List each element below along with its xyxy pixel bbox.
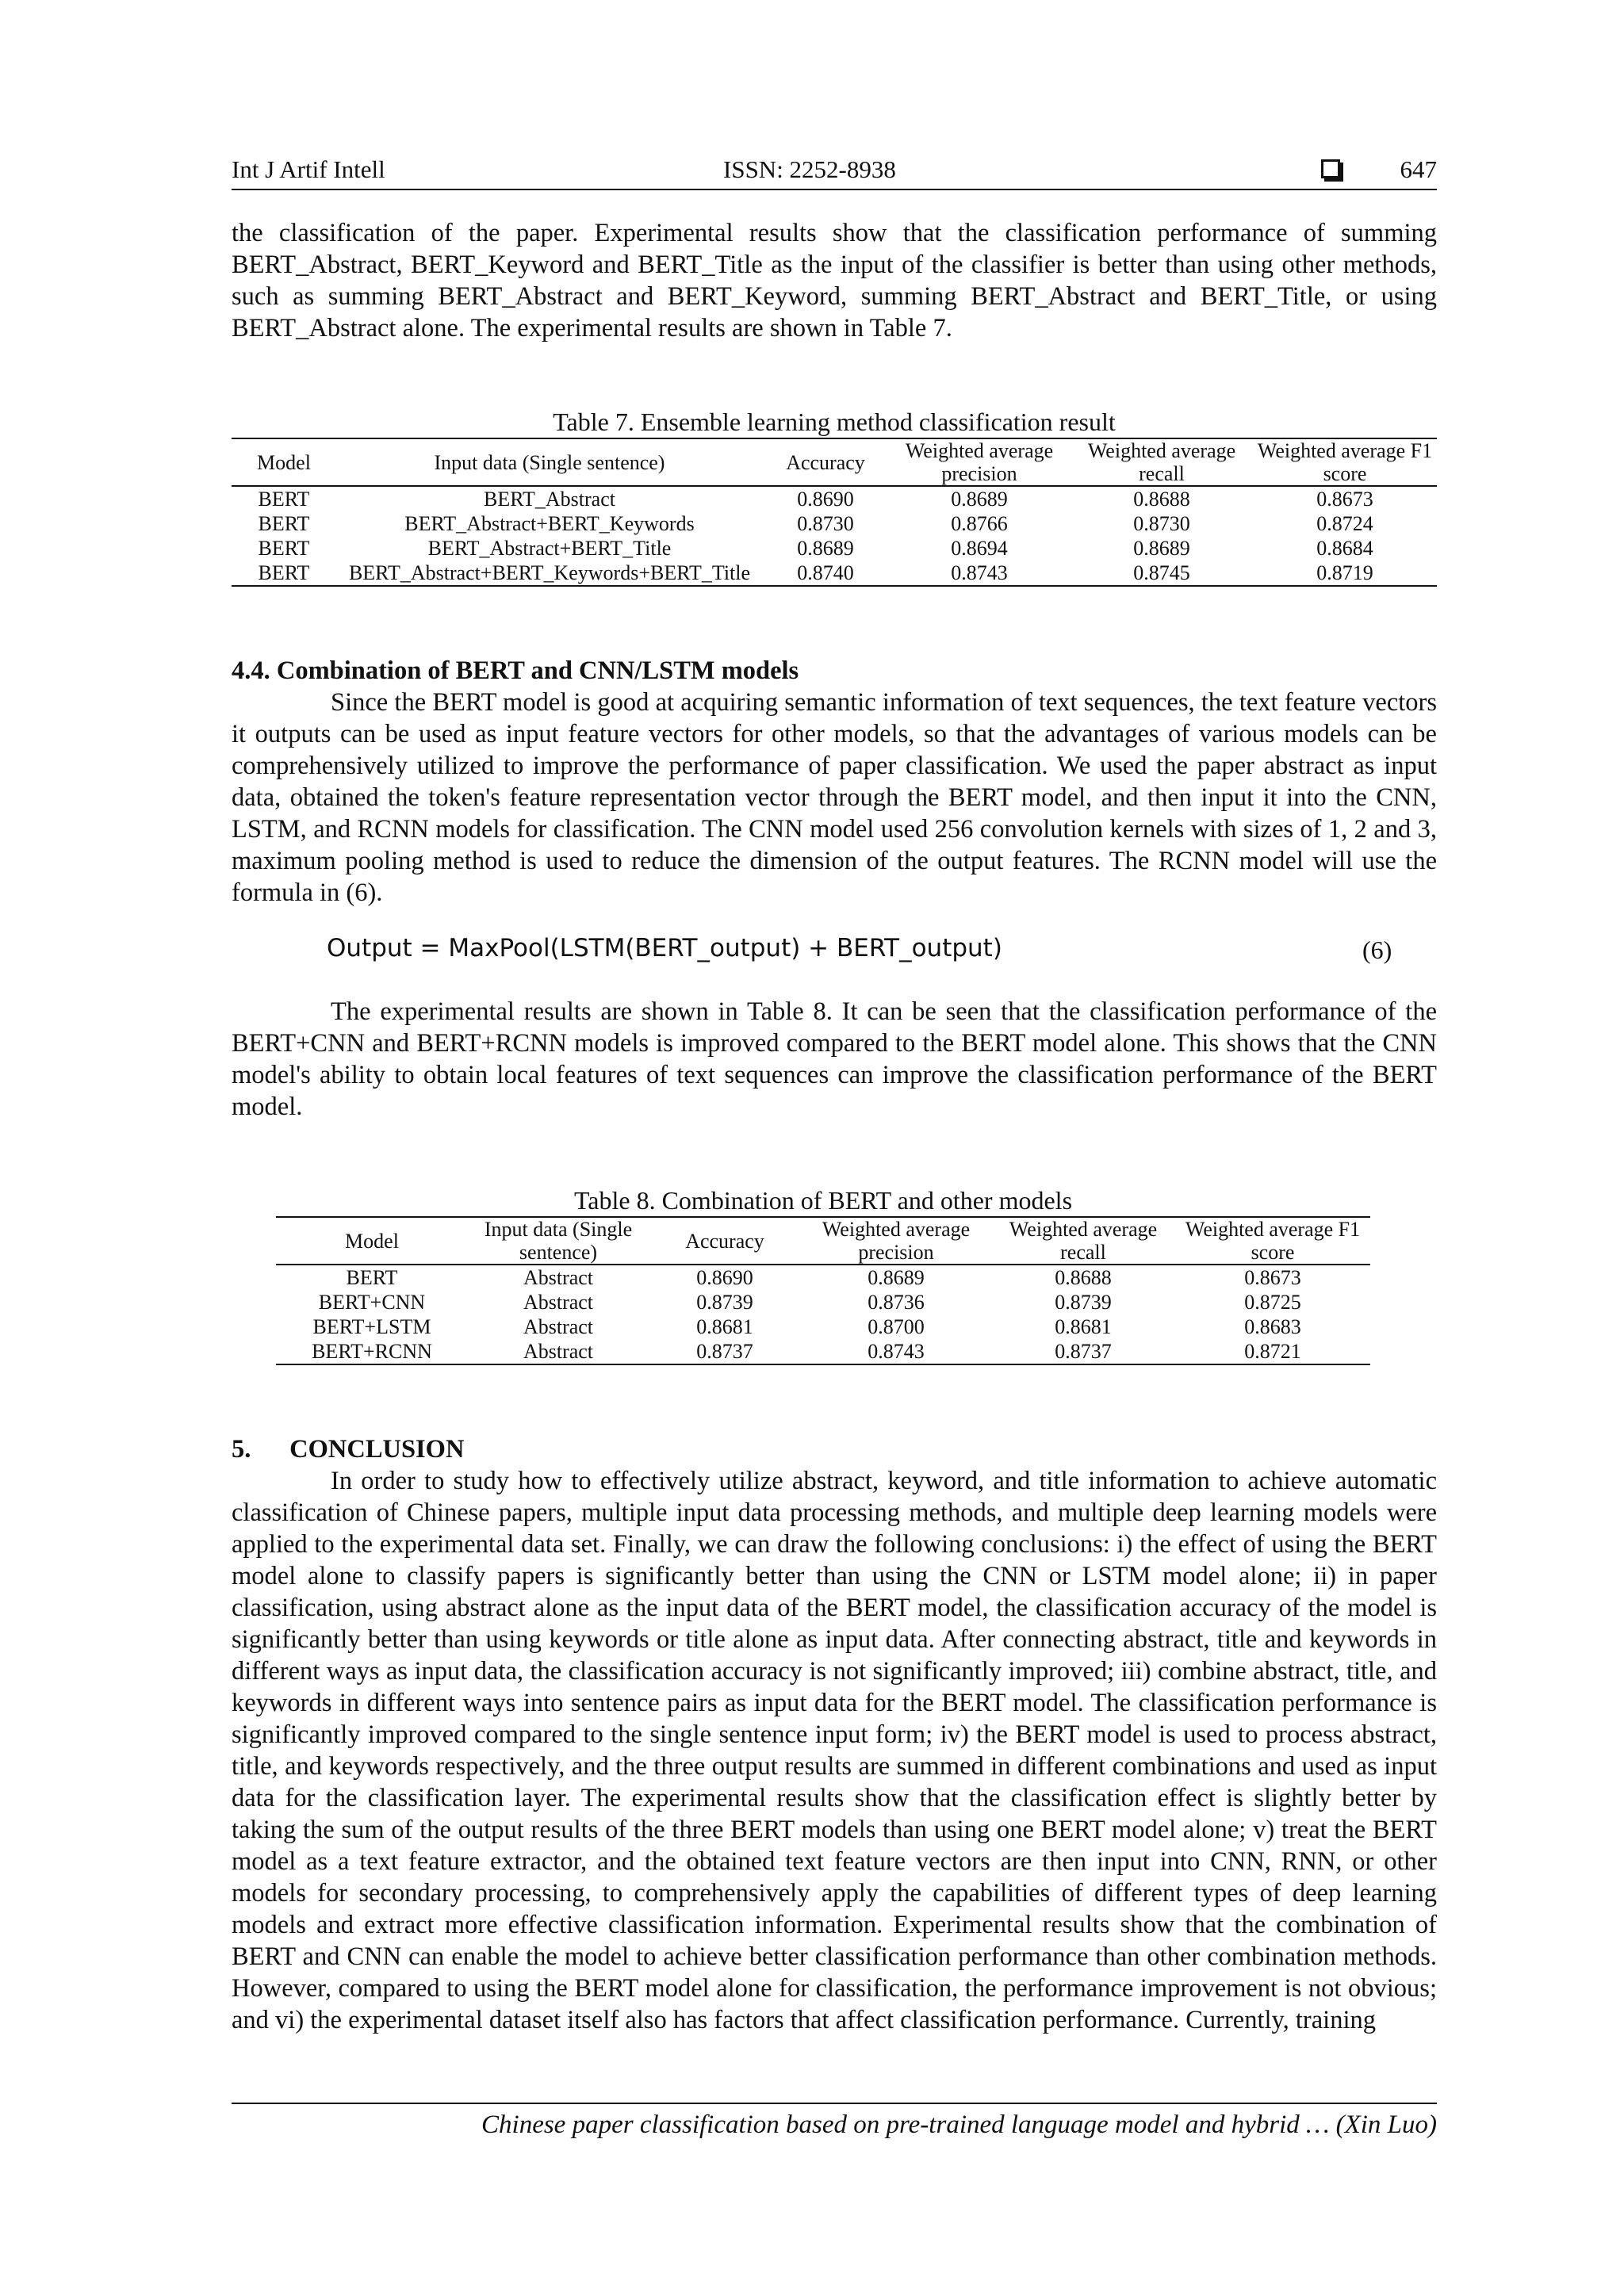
cell: 0.8737 [696,1340,753,1363]
table-row [276,1339,1370,1364]
col-input: Input data (Single sentence) [484,1218,633,1264]
cell: 0.8739 [696,1291,753,1314]
square-bullet-icon [1321,159,1340,178]
running-footer: Chinese paper classification based on pre-trained language model and hybrid … (Xin Luo) [481,2110,1437,2139]
cell: Abstract [523,1340,594,1363]
cell: 0.8719 [1316,561,1373,584]
table-row [232,536,1437,561]
section-heading-4-4: 4.4. Combination of BERT and CNN/LSTM models [232,656,799,685]
cell: 0.8743 [868,1340,925,1363]
section44-paragraph-1: Since the BERT model is good at acquiring semantic information of text sequences, the text feature vectors it outputs can be used as input feature vectors for other models, so that the advantages of various models can be comprehensively utilized to improve the performance of paper classification. We used the paper abstract as input data, obtained the token's feature representation vector through the BERT model, and then input it into the CNN, LSTM, and RCNN models for classification. The CNN model used 256 convolution kernels with sizes of 1, 2 and 3, maximum pooling method is used to reduce the dimension of the output features. The RCNN model will use the formula in (6). [232,688,1437,907]
cell: 0.8681 [696,1315,753,1338]
cell: BERT [258,561,310,584]
col-precision: Weighted average precision [905,439,1054,485]
col-input: Input data (Single sentence) [434,450,665,474]
col-accuracy: Accuracy [685,1229,764,1253]
cell: BERT_Abstract+BERT_Keywords [404,512,695,535]
cell: 0.8721 [1244,1340,1301,1363]
page-number: 647 [1400,155,1437,183]
cell: 0.8730 [797,512,854,535]
cell: 0.8690 [797,488,854,511]
table-row [276,1314,1370,1339]
cell: BERT_Abstract [484,488,615,511]
col-f1: Weighted average F1 score [1257,439,1433,485]
cell: 0.8689 [868,1266,925,1289]
intro-paragraph: the classification of the paper. Experimental results show that the classification performance of summing BERT_Abstract, BERT_Keyword and BERT_Title as the input of the classifier is better than using other methods, such as summing BERT_Abstract and BERT_Keyword, summing BERT_Abstract and BERT_Title, or using BERT_Abstract alone. The experimental results are shown in Table 7. [232,219,1437,342]
equation-6: Output = MaxPool(LSTM(BERT_output) + BERT_output) [327,934,1002,962]
cell: BERT+LSTM [312,1315,431,1338]
cell: 0.8739 [1055,1291,1112,1314]
table-row [276,1290,1370,1314]
table-header-row [276,1217,1370,1265]
cell: BERT [258,488,310,511]
table-header-row [232,438,1437,486]
col-precision: Weighted average precision [822,1218,971,1264]
cell: 0.8694 [951,537,1008,560]
col-recall: Weighted average recall [1087,439,1236,485]
cell: 0.8688 [1055,1266,1112,1289]
cell: 0.8673 [1244,1266,1301,1289]
cell: 0.8673 [1316,488,1373,511]
table7-caption: Table 7. Ensemble learning method classification result [553,408,1116,436]
conclusion-paragraph: In order to study how to effectively utilize abstract, keyword, and title information to achieve automatic classification of Chinese papers, multiple input data processing methods, and multiple deep learning models were applied to the experimental data set. Finally, we can draw the following conclusions: i) the effect of using the BERT model alone to classify papers is significantly better than using the CNN or LSTM model alone; ii) in paper classification, using abstract alone as the input data of the BERT model, the classification accuracy of the model is significantly better than using keywords or title alone as input data. After connecting abstract, title and keywords in different ways as input data, the classification accuracy is not significantly improved; iii) combine abstract, title, and keywords in different ways into sentence pairs as input data for the BERT model. The classification performance is significantly improved compared to the single sentence input form; iv) the BERT model is used to process abstract, title, and keywords respectively, and the three output results are summed in different combinations and used as input data for the classification layer. The experimental results show that the classification effect is slightly better by taking the sum of the output results of the three BERT models than using one BERT model alone; v) treat the BERT model as a text feature extractor, and the obtained text feature vectors are then input into CNN, RNN, or other models for secondary processing, to comprehensively apply the capabilities of different types of deep learning models and extract more effective classification information. Experimental results show that the combination of BERT and CNN can enable the model to achieve better classification performance than other combination methods. However, compared to using the BERT model alone for classification, the performance improvement is not obvious; and vi) the experimental dataset itself also has factors that affect classification performance. Currently, training [232,1467,1437,2034]
cell: 0.8690 [696,1266,753,1289]
cell: BERT [346,1266,398,1289]
section44-paragraph-2: The experimental results are shown in Table 8. It can be seen that the classification performance of the BERT+CNN and BERT+RCNN models is improved compared to the BERT model alone. This shows that the CNN model's ability to obtain local features of text sequences can improve the classification performance of the BERT model. [232,997,1437,1121]
cell: 0.8736 [868,1291,925,1314]
cell: BERT_Abstract+BERT_Keywords+BERT_Title [348,561,751,584]
cell: 0.8688 [1133,488,1190,511]
cell: 0.8689 [951,488,1008,511]
cell: 0.8766 [951,512,1008,535]
cell: 0.8724 [1316,512,1373,535]
cell: BERT+CNN [318,1291,426,1314]
table7 [232,438,1437,587]
issn: ISSN: 2252-8938 [723,155,896,183]
table8 [276,1216,1370,1365]
cell: Abstract [523,1291,594,1314]
cell: 0.8730 [1133,512,1190,535]
cell: 0.8737 [1055,1340,1112,1363]
cell: 0.8684 [1316,537,1373,560]
cell: BERT+RCNN [312,1340,432,1363]
cell: 0.8745 [1133,561,1190,584]
cell: Abstract [523,1266,594,1289]
col-f1: Weighted average F1 score [1185,1218,1361,1264]
cell: 0.8743 [951,561,1008,584]
cell: BERT [258,512,310,535]
col-accuracy: Accuracy [786,450,865,474]
table-row [276,1265,1370,1290]
cell: 0.8683 [1244,1315,1301,1338]
section-heading-conclusion: 5. CONCLUSION [232,1435,465,1464]
page-header [232,155,1437,189]
equation-number: (6) [1362,936,1392,964]
col-model: Model [257,450,311,474]
table-row [232,511,1437,536]
col-model: Model [345,1229,399,1253]
cell: 0.8681 [1055,1315,1112,1338]
cell: 0.8689 [1133,537,1190,560]
cell: 0.8689 [797,537,854,560]
table-row [232,486,1437,511]
cell: 0.8740 [797,561,854,584]
cell: BERT [258,537,310,560]
cell: Abstract [523,1315,594,1338]
table8-caption: Table 8. Combination of BERT and other models [573,1186,1073,1215]
header-rule [232,189,1437,190]
cell: BERT_Abstract+BERT_Title [427,537,672,560]
cell: 0.8725 [1244,1291,1301,1314]
col-recall: Weighted average recall [1009,1218,1158,1264]
journal-name: Int J Artif Intell [232,155,385,183]
footer-rule [232,2103,1437,2104]
cell: 0.8700 [868,1315,925,1338]
table-row [232,561,1437,586]
